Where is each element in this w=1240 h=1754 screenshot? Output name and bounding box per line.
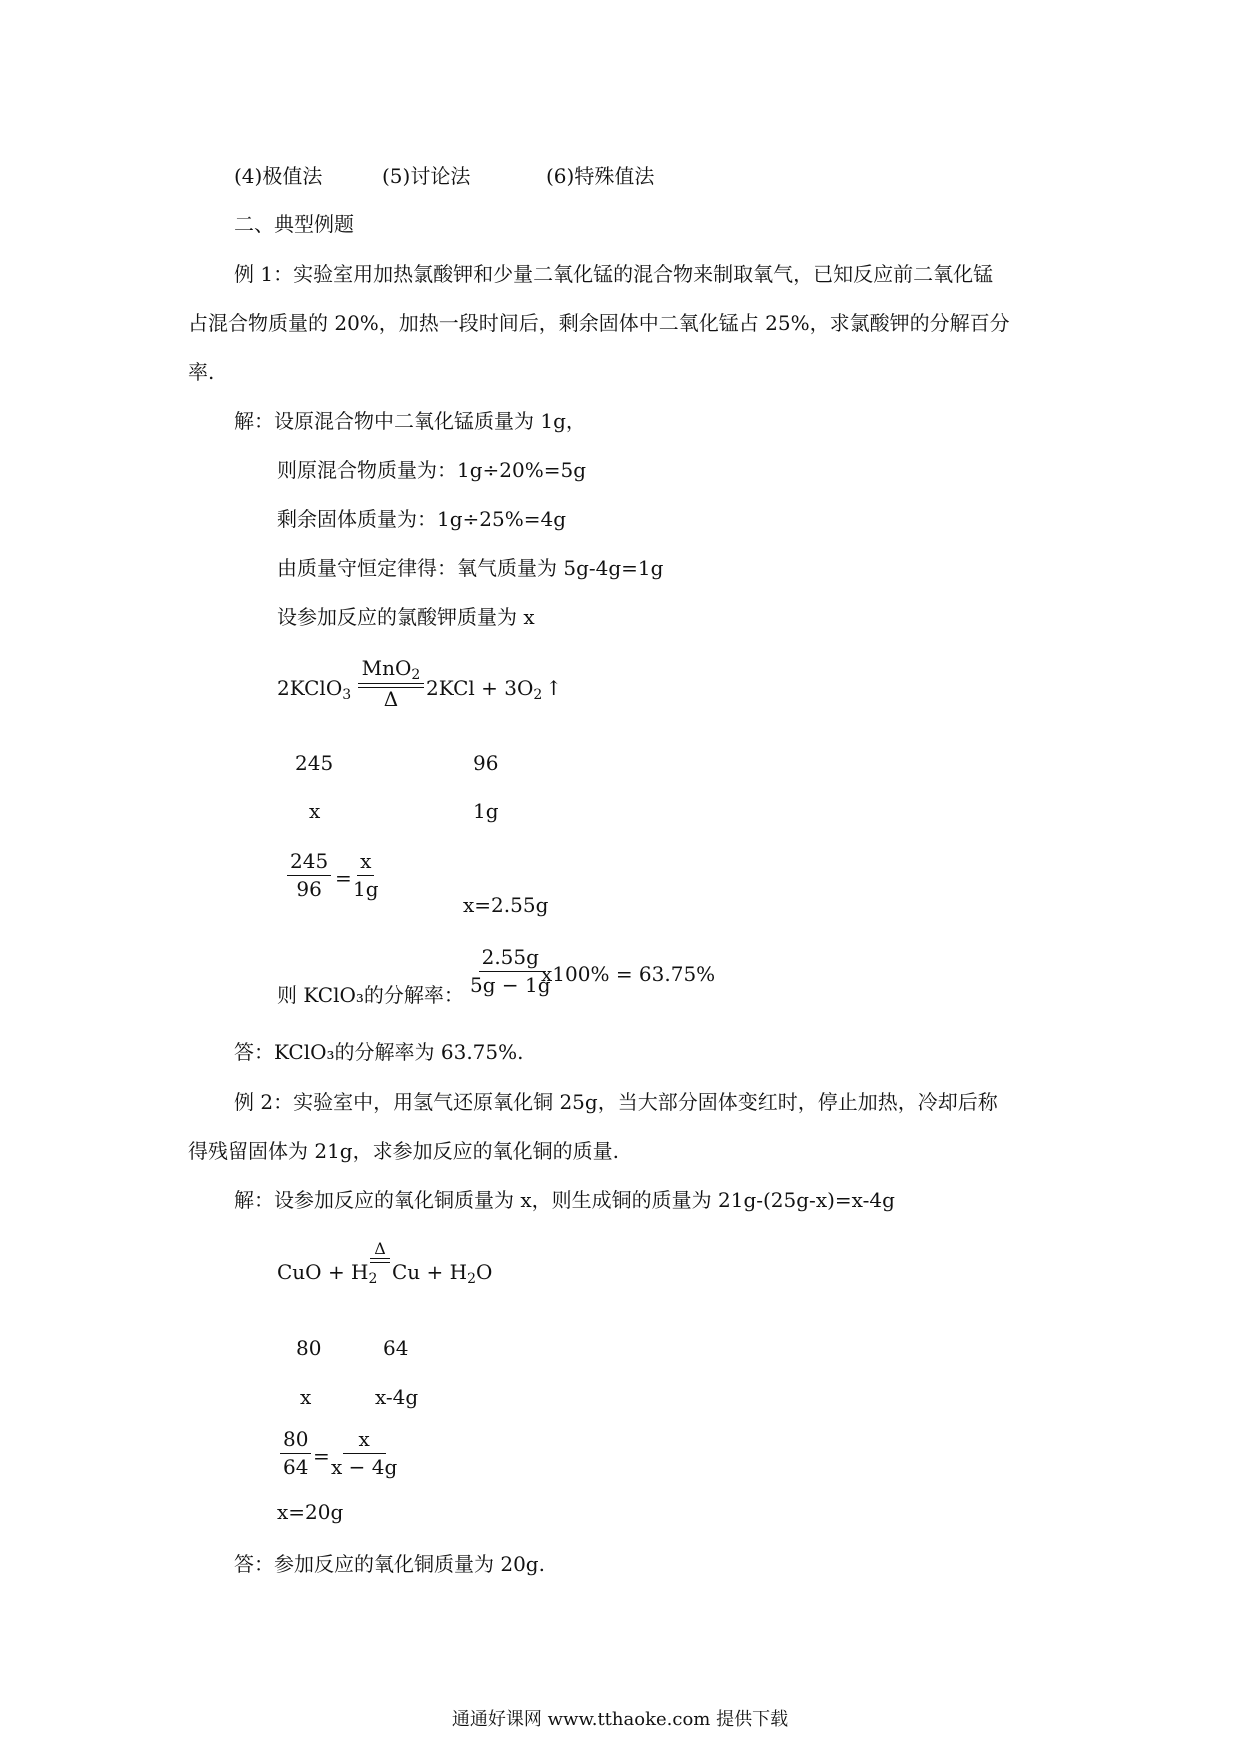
example1-unknown-x: x (309, 799, 321, 823)
example2-reaction-left: CuO + $H_2$ (277, 1260, 378, 1287)
example2-answer: 答：参加反应的氧化铜质量为 20g. (234, 1552, 545, 1576)
method-5: (5)讨论法 (382, 164, 471, 188)
example1-reaction-right: $2KCl + 3O_2$ ↑ (426, 676, 563, 703)
example1-question-line3: 率. (188, 360, 215, 384)
example1-solution-line5: 设参加反应的氯酸钾质量为 x (277, 605, 535, 629)
example2-reaction-right: $Cu + H_2O$ (392, 1260, 493, 1287)
example1-question-line2: 占混合物质量的 20%，加热一段时间后，剩余固体中二氧化锰占 25%，求氯酸钾的分解百分 (188, 311, 1010, 335)
example1-mass-o2: 96 (473, 751, 499, 775)
example2-question-line1: 例 2：实验室中，用氢气还原氧化铜 25g，当大部分固体变红时，停止加热，冷却后称 (234, 1090, 998, 1114)
example2-cu-expression: x-4g (375, 1385, 419, 1409)
example2-reaction-condition (370, 1240, 390, 1263)
example2-result-x: x=20g (277, 1500, 344, 1524)
up-arrow-icon: ↑ (545, 676, 563, 700)
example2-equal-sign (370, 1258, 390, 1263)
example1-catalyst: MnO$_2$ (361, 656, 421, 683)
example1-solution-line1: 解：设原混合物中二氧化锰质量为 1g， (234, 409, 586, 433)
example1-known-1g: 1g (473, 799, 499, 823)
example1-rate-result: x100% = 63.75% (541, 962, 716, 986)
example2-proportion-left: $\frac{80}{64}$ (280, 1428, 311, 1479)
example2-solution-line1: 解：设参加反应的氧化铜质量为 x，则生成铜的质量为 21g-(25g-x)=x-4g (234, 1188, 895, 1212)
example1-proportion-left: $\frac{245}{96}$ (287, 850, 331, 901)
example1-rate-fraction: $\frac{2.55g}{5g - 1g}$ (470, 945, 551, 997)
example2-proportion-equals: = (313, 1444, 330, 1468)
example1-solution-line2: 则原混合物质量为：1g÷20%=5g (277, 458, 587, 482)
example1-reaction-condition (358, 657, 424, 710)
example1-proportion-right: $\frac{x}{1g}$ (353, 849, 379, 901)
example1-question-line1: 例 1：实验室用加热氯酸钾和少量二氧化锰的混合物来制取氧气，已知反应前二氧化锰 (234, 262, 994, 286)
example1-reaction-left: 2KClO$_3$ (277, 676, 352, 703)
delta-icon: Δ (374, 1239, 386, 1258)
example1-solution-line4: 由质量守恒定律得：氧气质量为 5g-4g=1g (277, 556, 664, 580)
delta-icon: Δ (383, 687, 399, 712)
section-title: 二、典型例题 (234, 212, 354, 236)
method-6: (6)特殊值法 (546, 164, 655, 188)
example1-proportion-equals: = (335, 866, 352, 890)
example2-mass-cu: 64 (383, 1336, 409, 1360)
example2-question-line2: 得残留固体为 21g，求参加反应的氧化铜的质量. (188, 1139, 619, 1163)
footer-source: 通通好课网 www.tthaoke.com 提供下载 (451, 1709, 789, 1730)
example2-mass-cuo: 80 (296, 1336, 322, 1360)
example1-mass-kclo3: 245 (295, 751, 334, 775)
example1-rate-label: 则 KClO₃的分解率： (277, 983, 464, 1007)
example2-unknown-x: x (300, 1385, 312, 1409)
example1-result-x: x=2.55g (463, 893, 549, 917)
method-4: (4)极值法 (234, 164, 323, 188)
example2-proportion-right: $\frac{x}{x - 4g}$ (331, 1427, 398, 1479)
example1-solution-line3: 剩余固体质量为：1g÷25%=4g (277, 507, 567, 531)
example1-answer: 答：KClO₃的分解率为 63.75%. (234, 1040, 524, 1064)
